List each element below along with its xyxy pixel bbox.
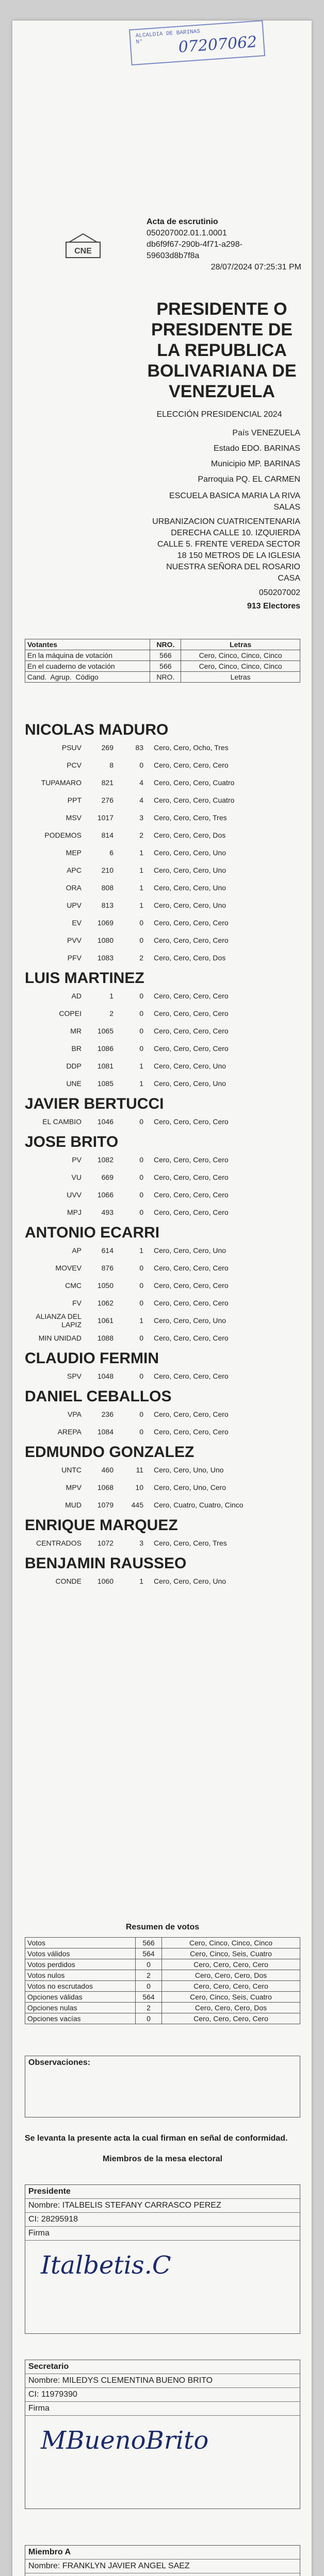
party-votes-letters: Cero, Cero, Cero, Uno (154, 1577, 226, 1585)
party-row (25, 1259, 300, 1277)
candidate-name: BENJAMIN RAUSSEO (25, 1555, 187, 1572)
party-name: MPV (66, 1483, 82, 1492)
party-votes: 0 (139, 1173, 143, 1181)
party-code: 1082 (97, 1156, 114, 1164)
party-name: PSUV (61, 743, 82, 752)
candidate-name: JOSE BRITO (25, 1133, 119, 1150)
party-code: 821 (101, 778, 114, 787)
party-code: 1050 (97, 1281, 114, 1290)
country: País VENEZUELA (232, 429, 300, 437)
party-votes-letters: Cero, Cero, Cero, Cero (154, 1410, 229, 1418)
party-name: UVV (67, 1191, 82, 1199)
summary-nro: 0 (136, 1959, 162, 1970)
summary-label: Votos no escrutados (25, 1981, 136, 1992)
party-votes: 0 (139, 761, 143, 769)
party-votes: 1 (139, 1079, 143, 1088)
party-code: 460 (101, 1466, 114, 1474)
acta-heading: Acta de escrutinio (147, 217, 218, 226)
party-votes-letters: Cero, Cero, Cero, Cero (154, 1044, 229, 1053)
party-row (25, 1461, 300, 1479)
party-code: 1061 (97, 1316, 114, 1325)
center-code: 050207002 (258, 588, 300, 597)
party-votes: 0 (139, 1027, 143, 1035)
candidates-list (25, 721, 300, 1590)
party-name: PODEMOS (44, 831, 82, 839)
member-name: Nombre: ITALBELIS STEFANY CARRASCO PEREZ (25, 2199, 300, 2213)
summary-letras: Cero, Cero, Cero, Dos (162, 2003, 300, 2013)
summary-nro: 0 (136, 2013, 162, 2024)
party-name: BR (71, 1044, 82, 1053)
party-votes-letters: Cero, Cero, Cero, Uno (154, 884, 226, 892)
party-votes: 0 (139, 919, 143, 927)
party-name: AP (72, 1246, 82, 1255)
summary-letras: Cero, Cinco, Seis, Cuatro (162, 1992, 300, 2003)
party-votes-letters: Cero, Cero, Cero, Cero (154, 919, 229, 927)
summary-row (25, 1948, 300, 1959)
party-votes: 0 (139, 1410, 143, 1418)
candidate-name: NICOLAS MADURO (25, 721, 169, 738)
party-votes-letters: Cero, Cero, Cero, Dos (154, 954, 226, 962)
party-votes-letters: Cero, Cuatro, Cuatro, Cinco (154, 1501, 244, 1509)
party-row (25, 809, 300, 826)
party-row (25, 914, 300, 931)
party-row (25, 1113, 300, 1130)
party-code: 8 (109, 761, 114, 769)
closing-text: Se levanta la presente acta la cual firman en señal de conformidad. (25, 2134, 288, 2143)
summary-nro: 566 (136, 1938, 162, 1948)
party-code: 1046 (97, 1117, 114, 1126)
party-code: 813 (101, 901, 114, 909)
vote-summary-title (25, 1922, 300, 1933)
party-votes: 1 (139, 901, 143, 909)
party-row (25, 1040, 300, 1057)
member-signature: MBuenoBrito (41, 2426, 209, 2455)
sub-col-cand: Cand. (27, 673, 47, 681)
stamp-line1: ALCALDIA DE BARINAS (135, 28, 201, 40)
party-name: APC (67, 866, 82, 874)
summary-nro: 0 (136, 1981, 162, 1992)
party-votes-letters: Cero, Cero, Cero, Uno (154, 1062, 226, 1070)
party-row (25, 1496, 300, 1514)
party-code: 236 (101, 1410, 114, 1418)
party-name: MUD (65, 1501, 82, 1509)
col-letras: Letras (181, 639, 300, 650)
party-votes: 3 (139, 1539, 143, 1547)
party-name: VU (71, 1173, 82, 1181)
party-name: DDP (66, 1062, 82, 1070)
party-code: 1 (109, 992, 114, 1000)
summary-letras: Cero, Cero, Cero, Cero (162, 1981, 300, 1992)
party-row (25, 1277, 300, 1294)
stamp (129, 20, 265, 65)
party-votes: 445 (131, 1501, 143, 1509)
party-row (25, 949, 300, 967)
summary-nro: 564 (136, 1948, 162, 1959)
header-block (147, 216, 301, 273)
party-row (25, 987, 300, 1005)
party-name: CONDE (55, 1577, 82, 1585)
party-row (25, 844, 300, 861)
party-name: CENTRADOS (36, 1539, 82, 1547)
party-votes: 0 (139, 1281, 143, 1290)
member-signature: Italbetis.C (41, 2251, 171, 2280)
summary-row (25, 1970, 300, 1981)
member-ci: CI: 11979390 (25, 2388, 300, 2402)
party-votes: 0 (139, 1372, 143, 1380)
party-votes: 0 (139, 1299, 143, 1307)
party-votes-letters: Cero, Cero, Cero, Tres (154, 814, 227, 822)
party-code: 614 (101, 1246, 114, 1255)
party-code: 1066 (97, 1191, 114, 1199)
party-name: MPJ (67, 1208, 82, 1216)
acta-id-2: db6f9f67-290b-4f71-a298- (147, 240, 242, 249)
summary-row (25, 2013, 300, 2024)
party-row (25, 791, 300, 809)
sub-col-codigo: Código (75, 673, 99, 681)
vote-summary-table (25, 1937, 300, 2024)
party-row (25, 1005, 300, 1022)
candidate-name: LUIS MARTINEZ (25, 970, 144, 987)
party-votes: 0 (139, 1334, 143, 1342)
sub-col-agrup: Agrup. (50, 673, 72, 681)
party-votes: 1 (139, 1316, 143, 1325)
party-row (25, 1572, 300, 1590)
summary-label: Votos perdidos (25, 1959, 136, 1970)
party-votes-letters: Cero, Cero, Cero, Uno (154, 1246, 226, 1255)
party-votes-letters: Cero, Cero, Cero, Cero (154, 936, 229, 944)
party-code: 6 (109, 849, 114, 857)
party-votes: 1 (139, 1246, 143, 1255)
party-name: PFV (67, 954, 82, 962)
closing (25, 2133, 300, 2165)
election-title: PRESIDENTE O PRESIDENTE DE LA REPUBLICA BOLIVARIANA DE VENEZUELA (147, 299, 297, 401)
member-role: Miembro A (25, 2546, 300, 2560)
member-signature-label: Firma (25, 2402, 300, 2416)
member-name: Nombre: MILEDYS CLEMENTINA BUENO BRITO (25, 2374, 300, 2388)
party-row (25, 1423, 300, 1440)
party-name: PVV (67, 936, 82, 944)
party-row (25, 1151, 300, 1168)
party-votes-letters: Cero, Cero, Cero, Tres (154, 1539, 227, 1547)
party-row (25, 1022, 300, 1040)
party-name: MSV (66, 814, 82, 822)
party-code: 1088 (97, 1334, 114, 1342)
party-name: FV (72, 1299, 82, 1307)
cne-logo-icon (64, 232, 102, 263)
party-votes-letters: Cero, Cero, Cero, Cero (154, 1372, 229, 1380)
stamp-line2: N° (136, 39, 143, 46)
party-votes-letters: Cero, Cero, Cero, Cero (154, 1208, 229, 1216)
summary-label: Votos nulos (25, 1970, 136, 1981)
party-name: MR (70, 1027, 82, 1035)
party-code: 1079 (97, 1501, 114, 1509)
party-votes: 2 (139, 831, 143, 839)
candidate-name: CLAUDIO FERMIN (25, 1350, 159, 1367)
party-code: 808 (101, 884, 114, 892)
party-votes-letters: Cero, Cero, Cero, Cero (154, 1009, 229, 1018)
member-card (25, 2545, 300, 2576)
party-name: UNTC (61, 1466, 82, 1474)
party-votes-letters: Cero, Cero, Cero, Uno (154, 1079, 226, 1088)
summary-row (25, 1959, 300, 1970)
observations-box (25, 2056, 300, 2117)
machine-letras: Cero, Cinco, Cinco, Cinco (181, 650, 300, 661)
party-code: 2 (109, 1009, 114, 1018)
party-code: 1017 (97, 814, 114, 822)
party-votes-letters: Cero, Cero, Cero, Cero (154, 1299, 229, 1307)
party-code: 1080 (97, 936, 114, 944)
summary-letras: Cero, Cinco, Seis, Cuatro (162, 1948, 300, 1959)
summary-row (25, 1938, 300, 1948)
party-votes-letters: Cero, Cero, Cero, Cero (154, 1117, 229, 1126)
party-code: 1062 (97, 1299, 114, 1307)
notebook-letras: Cero, Cinco, Cinco, Cinco (181, 661, 300, 672)
party-votes: 1 (139, 849, 143, 857)
party-code: 1060 (97, 1577, 114, 1585)
acta-id-3: 59603d8b7f8a (147, 251, 200, 260)
party-row (25, 1405, 300, 1423)
party-votes-letters: Cero, Cero, Cero, Uno (154, 866, 226, 874)
party-code: 1068 (97, 1483, 114, 1492)
sub-col-nro: NRO. (150, 672, 181, 683)
party-votes: 0 (139, 1156, 143, 1164)
candidate-name: EDMUNDO GONZALEZ (25, 1444, 195, 1461)
party-name: PCV (67, 761, 82, 769)
member-name: Nombre: FRANKLYN JAVIER ANGEL SAEZ (25, 2560, 300, 2573)
party-row (25, 896, 300, 914)
party-row (25, 1329, 300, 1347)
party-row (25, 1186, 300, 1204)
machine-nro: 566 (150, 650, 181, 661)
party-votes: 1 (139, 884, 143, 892)
party-votes: 0 (139, 1208, 143, 1216)
party-row (25, 879, 300, 896)
summary-letras: Cero, Cinco, Cinco, Cinco (162, 1938, 300, 1948)
party-row (25, 756, 300, 774)
stamp-number: 07207062 (177, 32, 258, 57)
party-votes: 0 (139, 1191, 143, 1199)
summary-letras: Cero, Cero, Cero, Cero (162, 2013, 300, 2024)
candidate-name: ANTONIO ECARRI (25, 1224, 160, 1241)
voter-count: 913 Electores (247, 602, 300, 611)
summary-nro: 564 (136, 1992, 162, 2003)
member-ci (25, 2573, 300, 2576)
party-votes-letters: Cero, Cero, Cero, Cero (154, 1191, 229, 1199)
notebook-label: En el cuaderno de votación (25, 661, 150, 672)
party-name: UNE (66, 1079, 82, 1088)
summary-letras: Cero, Cero, Cero, Cero (162, 1959, 300, 1970)
party-votes: 83 (135, 743, 143, 752)
party-code: 493 (101, 1208, 114, 1216)
machine-label: En la máquina de votación (25, 650, 150, 661)
party-code: 1084 (97, 1428, 114, 1436)
party-votes: 10 (135, 1483, 143, 1492)
party-name: SPV (67, 1372, 82, 1380)
party-votes-letters: Cero, Cero, Uno, Cero (154, 1483, 226, 1492)
party-name: ALIANZA DEL LAPIZ (36, 1312, 82, 1329)
party-votes-letters: Cero, Cero, Uno, Uno (154, 1466, 224, 1474)
party-code: 1065 (97, 1027, 114, 1035)
party-votes: 3 (139, 814, 143, 822)
party-name: CMC (65, 1281, 82, 1290)
party-row (25, 1367, 300, 1385)
summary-label: Opciones nulas (25, 2003, 136, 2013)
party-row (25, 1242, 300, 1259)
party-row (25, 1312, 300, 1329)
party-votes-letters: Cero, Cero, Cero, Uno (154, 901, 226, 909)
candidate-name: ENRIQUE MARQUEZ (25, 1517, 178, 1534)
party-votes-letters: Cero, Cero, Cero, Cero (154, 1027, 229, 1035)
candidate-name: DANIEL CEBALLOS (25, 1388, 172, 1405)
party-row (25, 1057, 300, 1075)
member-signature-label: Firma (25, 2227, 300, 2241)
party-row (25, 774, 300, 791)
party-votes-letters: Cero, Cero, Cero, Cero (154, 1428, 229, 1436)
voters-table (25, 639, 300, 683)
party-code: 1081 (97, 1062, 114, 1070)
party-row (25, 1168, 300, 1186)
party-name: ORA (66, 884, 82, 892)
party-votes-letters: Cero, Cero, Cero, Cero (154, 1156, 229, 1164)
sub-columns (25, 672, 150, 683)
summary-label: Opciones vacías (25, 2013, 136, 2024)
party-row (25, 1294, 300, 1312)
party-code: 814 (101, 831, 114, 839)
party-votes-letters: Cero, Cero, Cero, Cero (154, 992, 229, 1000)
party-votes-letters: Cero, Cero, Cero, Cero (154, 761, 229, 769)
party-row (25, 861, 300, 879)
municipality: Municipio MP. BARINAS (210, 460, 300, 468)
party-name: MIN UNIDAD (38, 1334, 82, 1342)
summary-letras: Cero, Cero, Cero, Dos (162, 1970, 300, 1981)
members-title: Miembros de la mesa electoral (102, 2155, 223, 2163)
parish: Parroquia PQ. EL CARMEN (198, 475, 300, 484)
party-name: TUPAMARO (41, 778, 82, 787)
party-code: 210 (101, 866, 114, 874)
state: Estado EDO. BARINAS (213, 444, 300, 453)
member-role: Presidente (25, 2185, 300, 2199)
member-card (25, 2360, 300, 2509)
party-code: 1069 (97, 919, 114, 927)
party-votes-letters: Cero, Cero, Cero, Cero (154, 1334, 229, 1342)
party-votes-letters: Cero, Cero, Cero, Cuatro (154, 796, 235, 804)
party-votes: 4 (139, 778, 143, 787)
party-votes-letters: Cero, Cero, Ocho, Tres (154, 743, 229, 752)
voting-center: ESCUELA BASICA MARIA LA RIVA SALAS (169, 492, 300, 512)
party-code: 276 (101, 796, 114, 804)
col-nro: NRO. (150, 639, 181, 650)
party-votes: 0 (139, 1264, 143, 1272)
summary-label: Votos válidos (25, 1948, 136, 1959)
party-row (25, 1534, 300, 1552)
notebook-nro: 566 (150, 661, 181, 672)
party-votes: 11 (136, 1466, 143, 1474)
candidate-name: JAVIER BERTUCCI (25, 1095, 164, 1112)
election-name: ELECCIÓN PRESIDENCIAL 2024 (156, 410, 282, 419)
party-name: PV (72, 1156, 82, 1164)
party-votes: 0 (139, 1117, 143, 1126)
summary-row (25, 1992, 300, 2003)
summary-nro: 2 (136, 1970, 162, 1981)
summary-label: Opciones válidas (25, 1992, 136, 2003)
party-name: AREPA (57, 1428, 82, 1436)
party-code: 1072 (97, 1539, 114, 1547)
acta-datetime: 28/07/2024 07:25:31 PM (210, 263, 301, 272)
party-row (25, 1075, 300, 1092)
party-name: EL CAMBIO (42, 1117, 82, 1126)
party-votes: 0 (139, 1044, 143, 1053)
party-code: 876 (101, 1264, 114, 1272)
party-name: EV (72, 919, 82, 927)
member-card (25, 2184, 300, 2334)
party-votes: 2 (139, 954, 143, 962)
party-name: AD (71, 992, 82, 1000)
summary-nro: 2 (136, 2003, 162, 2013)
party-row (25, 739, 300, 756)
col-votantes: Votantes (25, 639, 150, 650)
party-name: VPA (68, 1410, 82, 1418)
party-votes: 1 (139, 1062, 143, 1070)
party-name: MEP (66, 849, 82, 857)
party-votes-letters: Cero, Cero, Cero, Uno (154, 849, 226, 857)
member-role: Secretario (25, 2360, 300, 2374)
party-row (25, 826, 300, 844)
summary-row (25, 2003, 300, 2013)
center-address: URBANIZACION CUATRICENTENARIA DERECHA CALLE 10. IZQUIERDA CALLE 5. FRENTE VEREDA SECTOR 18 150 METROS DE LA IGLESIA NUESTRA SEÑORA DEL ROSARIO CASA (152, 517, 300, 583)
tally-sheet (12, 21, 312, 2576)
party-row (25, 1204, 300, 1221)
party-code: 1083 (97, 954, 114, 962)
party-votes: 0 (139, 936, 143, 944)
party-name: PPT (67, 796, 82, 804)
party-code: 269 (101, 743, 114, 752)
party-code: 669 (101, 1173, 114, 1181)
member-ci: CI: 28295918 (25, 2213, 300, 2227)
party-votes-letters: Cero, Cero, Cero, Cero (154, 1264, 229, 1272)
party-votes-letters: Cero, Cero, Cero, Cuatro (154, 778, 235, 787)
party-name: COPEI (59, 1009, 82, 1018)
vote-summary-heading: Resumen de votos (125, 1923, 200, 1931)
party-votes: 1 (139, 1577, 143, 1585)
party-votes-letters: Cero, Cero, Cero, Dos (154, 831, 226, 839)
party-votes-letters: Cero, Cero, Cero, Uno (154, 1316, 226, 1325)
acta-id-1: 050207002.01.1.0001 (147, 229, 227, 238)
party-votes: 0 (139, 1428, 143, 1436)
svg-text:CNE: CNE (74, 247, 92, 256)
sub-col-letras: Letras (181, 672, 300, 683)
party-code: 1048 (97, 1372, 114, 1380)
party-code: 1086 (97, 1044, 114, 1053)
election-header (25, 299, 300, 612)
party-name: UPV (67, 901, 82, 909)
party-votes-letters: Cero, Cero, Cero, Cero (154, 1173, 229, 1181)
party-votes-letters: Cero, Cero, Cero, Cero (154, 1281, 229, 1290)
party-row (25, 1479, 300, 1496)
party-votes: 1 (139, 866, 143, 874)
party-votes: 4 (139, 796, 143, 804)
summary-label: Votos (25, 1938, 136, 1948)
observations-label: Observaciones: (28, 2058, 91, 2067)
party-votes: 0 (139, 992, 143, 1000)
party-votes: 0 (139, 1009, 143, 1018)
party-name: MOVEV (55, 1264, 82, 1272)
party-code: 1085 (97, 1079, 114, 1088)
summary-row (25, 1981, 300, 1992)
party-row (25, 931, 300, 949)
